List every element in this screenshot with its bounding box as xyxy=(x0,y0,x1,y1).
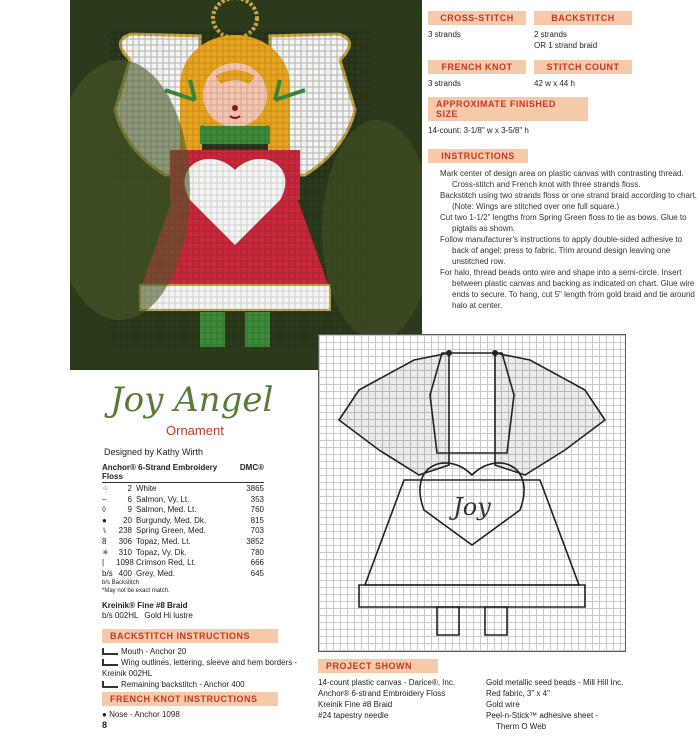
designer-credit: Designed by Kathy Wirth xyxy=(104,447,204,457)
legend-dmc-number: 666 xyxy=(250,558,264,568)
stitch-specs xyxy=(428,8,700,89)
legend-symbol: 8 xyxy=(102,536,107,546)
project-shown-label: PROJECT SHOWN xyxy=(318,659,438,673)
chart-joy-text: Joy xyxy=(453,493,491,521)
legend-dmc-number: 353 xyxy=(250,494,264,504)
project-shown-columns xyxy=(318,677,638,732)
page-title: Joy Angel xyxy=(110,380,274,420)
specs-panel xyxy=(428,8,700,311)
legend-row xyxy=(102,495,264,506)
stitch-count-spec xyxy=(534,57,632,89)
legend-color-name: Salmon, Vy. Lt. xyxy=(136,494,190,504)
french-knot-spec xyxy=(428,57,526,89)
tree-branch-right xyxy=(322,120,422,340)
legend-note-backstitch: b/s Backstitch xyxy=(102,580,140,587)
legend-row xyxy=(102,558,264,569)
material-item: Peel-n-Stick™ adhesive sheet - xyxy=(486,711,599,720)
french-knot-instructions-label: FRENCH KNOT INSTRUCTIONS xyxy=(102,692,278,706)
material-item: Gold wire xyxy=(486,700,520,709)
legend-anchor-number: 2 xyxy=(127,484,132,493)
backstitch-value-alt: OR 1 strand braid xyxy=(534,41,598,50)
legend-dmc-number: 3852 xyxy=(246,536,264,546)
legend-row xyxy=(102,505,264,516)
cross-stitch-chart xyxy=(318,334,626,652)
instruction-paragraph: For halo, thread beads onto wire and shape into a semi-circle. Insert between plastic canvas and backing as indicated on chart. Glue wire ends to secure. To hang, cut 5" length from gold braid and tie around halo at center. xyxy=(440,268,695,310)
material-item: Red fabric, 3" x 4" xyxy=(486,689,550,698)
instruction-paragraph: Backstitch using two strands floss or one strand braid according to chart. (Note: Wings are stitched over one full square.) xyxy=(440,191,698,211)
page-number: 8 xyxy=(102,720,108,730)
legend-symbol: – xyxy=(102,494,107,504)
legend-anchor-number: 1098 xyxy=(116,558,134,568)
legend-symbol: b/s xyxy=(102,568,113,578)
legend-row xyxy=(102,537,264,548)
french-knot-value: 3 strands xyxy=(428,79,461,88)
page-subtitle: Ornament xyxy=(166,423,224,438)
legend-row xyxy=(102,484,264,495)
legend-dmc-number: 815 xyxy=(250,515,264,525)
legend-color-name: Spring Green, Med. xyxy=(136,526,206,536)
finished-size-spec xyxy=(428,97,700,136)
french-knot-item xyxy=(102,709,312,720)
braid-code: b/s 002HL xyxy=(102,611,139,620)
instructions-section xyxy=(428,146,700,311)
legend-color-name: Topaz, Vy. Dk. xyxy=(136,547,187,557)
legend-color-name: Crimson Red, Lt. xyxy=(136,558,197,568)
legend-anchor-number: 6 xyxy=(127,494,132,504)
chart-angel-outline xyxy=(319,335,625,651)
backstitch-item xyxy=(102,657,312,679)
legend-anchor-number: 400 xyxy=(118,568,132,578)
stitch-count-label: STITCH COUNT xyxy=(534,60,632,74)
backstitch-line-icon xyxy=(102,659,118,666)
french-knot-dot-icon: ● xyxy=(102,710,110,719)
legend-symbol: ✳ xyxy=(102,547,109,557)
project-shown-section xyxy=(318,656,638,732)
material-item: Kreinik Fine #8 Braid xyxy=(318,700,393,709)
legend-row xyxy=(102,526,264,537)
backstitch-label: BACKSTITCH xyxy=(534,11,632,25)
backstitch-item-text: Wing outlines, lettering, sleeve and hem borders - Kreinik 002HL xyxy=(102,658,298,678)
braid-row xyxy=(102,610,312,621)
legend-color-name: Burgundy, Med. Dk. xyxy=(136,515,207,525)
material-item: Therm O Web xyxy=(496,722,547,731)
color-legend xyxy=(102,463,264,595)
material-item: Gold metallic seed beads - Mill Hill Inc. xyxy=(486,678,624,687)
backstitch-item-text: Remaining backstitch - Anchor 400 xyxy=(121,680,245,689)
legend-symbol: ◊ xyxy=(102,505,106,515)
legend-note-match: *May not be exact match. xyxy=(102,588,170,595)
material-item: Anchor® 6-strand Embroidery Floss xyxy=(318,689,446,698)
instruction-paragraph: Mark center of design area on plastic canvas with contrasting thread. Cross-stitch and French knot with three strands floss. xyxy=(440,169,684,189)
legend-row xyxy=(102,548,264,559)
backstitch-instructions-label: BACKSTITCH INSTRUCTIONS xyxy=(102,629,278,643)
legend-symbol: | xyxy=(102,558,105,568)
legend-anchor-number: 310 xyxy=(118,547,132,557)
legend-dmc-number: 645 xyxy=(250,568,264,578)
backstitch-item-text: Mouth - Anchor 20 xyxy=(121,647,187,656)
backstitch-item xyxy=(102,646,312,657)
cross-stitch-spec xyxy=(428,8,526,51)
backstitch-item xyxy=(102,679,312,690)
backstitch-value: 2 strands xyxy=(534,30,567,39)
backstitch-line-icon xyxy=(102,648,118,655)
project-shown-col-1 xyxy=(318,677,476,732)
cross-stitch-label: CROSS-STITCH xyxy=(428,11,526,25)
backstitch-line-icon xyxy=(102,681,118,688)
legend-dmc-number: 703 xyxy=(250,526,264,536)
legend-symbol: ⑊ xyxy=(102,526,107,536)
instruction-paragraph: Cut two 1-1/2" lengths from Spring Green floss to tie as bows. Glue to pigtails as shown. xyxy=(440,213,687,233)
material-item: 14-count plastic canvas - Darice®, Inc. xyxy=(318,678,456,687)
legend-dmc-number: 760 xyxy=(250,505,264,515)
legend-color-name: White xyxy=(136,484,157,493)
legend-color-name: Grey, Med. xyxy=(136,568,175,578)
instruction-paragraph: Follow manufacturer's instructions to apply double-sided adhesive to back of angel; press to fabric. Trim around design leaving one unstitched row. xyxy=(440,235,683,266)
legend-anchor-number: 238 xyxy=(118,526,132,536)
legend-symbol: ⁘ xyxy=(102,484,109,493)
ornament-photo xyxy=(70,0,422,370)
legend-header xyxy=(102,463,264,483)
legend-anchor-number: 20 xyxy=(123,515,132,525)
stitch-count-value: 42 w x 44 h xyxy=(534,79,575,88)
finished-size-value: 14-count: 3-1/8" w x 3-5/8" h xyxy=(428,126,529,135)
braid-name: Gold Hi lustre xyxy=(144,611,193,620)
stitch-instructions-panel xyxy=(102,601,312,720)
legend-dmc-number: 3865 xyxy=(246,484,264,493)
legend-color-name: Topaz, Med. Lt. xyxy=(136,536,191,546)
legend-anchor-number: 9 xyxy=(127,505,132,515)
project-shown-col-2 xyxy=(486,677,636,732)
legend-symbol: ● xyxy=(102,515,107,525)
legend-dmc-number: 780 xyxy=(250,547,264,557)
instructions-label: INSTRUCTIONS xyxy=(428,149,528,163)
legend-row xyxy=(102,569,264,580)
french-knot-item-text: Nose - Anchor 1098 xyxy=(109,710,180,719)
legend-row xyxy=(102,516,264,527)
legend-anchor-number: 306 xyxy=(118,536,132,546)
french-knot-label: FRENCH KNOT xyxy=(428,60,526,74)
backstitch-spec xyxy=(534,8,632,51)
braid-header: Kreinik® Fine #8 Braid xyxy=(102,601,188,610)
instructions-text xyxy=(428,168,700,311)
legend-header-anchor: Anchor® 6-Strand Embroidery Floss xyxy=(102,463,218,481)
finished-size-label: APPROXIMATE FINISHED SIZE xyxy=(428,97,588,121)
legend-header-dmc: DMC® xyxy=(239,463,264,472)
material-item: #24 tapestry needle xyxy=(318,711,389,720)
legend-color-name: Salmon, Med. Lt. xyxy=(136,505,197,515)
cross-stitch-value: 3 strands xyxy=(428,30,461,39)
